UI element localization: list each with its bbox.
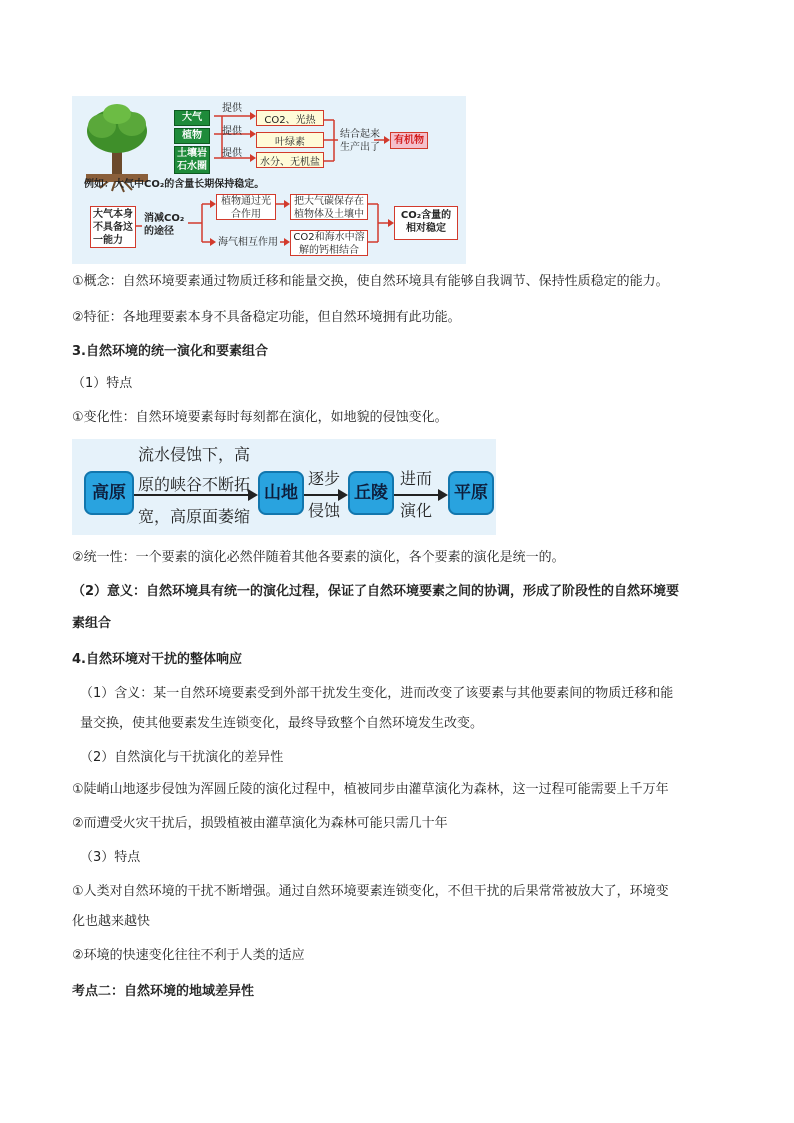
provide-label-2: 提供 (222, 126, 242, 137)
combine-line2: 生产出了 (340, 142, 380, 153)
para-unity: ②统一性：一个要素的演化必然伴随着其他各要素的演化，各个要素的演化是统一的。 (72, 550, 565, 565)
arrow1-line3: 宽，高原面萎缩 (138, 507, 251, 526)
path1-result-text: 把大气碳保存在植物体及土壤中 (294, 196, 364, 220)
sub-heading-1: （1）特点 (72, 376, 133, 391)
definition-line1: （1）含义：某一自然环境要素受到外部干扰发生变化，进而改变了该要素与其他要素间的物质迁移和能 (80, 686, 674, 701)
heading-3: 3.自然环境的统一演化和要素组合 (72, 344, 268, 359)
para-adaptation: ②环境的快速变化往往不利于人类的适应 (72, 948, 305, 963)
heading-5: 考点二：自然环境的地域差异性 (72, 984, 255, 999)
stage-hills: 丘陵 (348, 471, 394, 515)
heading-4: 4.自然环境对干扰的整体响应 (72, 652, 242, 667)
example-text: 例如：大气中CO₂的含量长期保持稳定。 (84, 179, 265, 190)
ecosystem-stability-diagram (72, 96, 466, 264)
final-text: CO₂含量的相对稳定 (400, 210, 452, 234)
path2-result-box (290, 230, 368, 256)
left-box (90, 206, 136, 248)
final-box (394, 206, 458, 240)
path1-result-box (290, 194, 368, 220)
definition-line2: 量交换，使其他要素发生连锁变化，最终导致整个自然环境发生改变。 (80, 716, 484, 731)
significance-line1: （2）意义：自然环境具有统一的演化过程，保证了自然环境要素之间的协调，形成了阶段性的自然环境要 (72, 584, 680, 599)
stage-mountain: 山地 (258, 471, 304, 515)
sub-heading-3: （3）特点 (80, 850, 141, 865)
arrow1-line2: 原的峡谷不断拓 (138, 475, 251, 494)
path1-text: 植物通过光合作用 (221, 196, 271, 220)
landform-evolution-diagram (72, 439, 496, 535)
arrow3-line2: 演化 (400, 501, 433, 520)
tag-plant: 植物 (174, 128, 210, 144)
para-disturbance: ②而遭受火灾干扰后，损毁植被由灌草演化为森林可能只需几十年 (72, 816, 448, 831)
arrow3-line1: 进而 (400, 469, 433, 488)
tag-soil-line2: 石水圈 (177, 161, 207, 172)
para-feature: ②特征：各地理要素本身不具备稳定功能，但自然环境拥有此功能。 (72, 310, 461, 325)
path1-box (216, 194, 276, 220)
stage-plain: 平原 (448, 471, 494, 515)
para-natural-evolution: ①陡峭山地逐步侵蚀为浑圆丘陵的演化过程中，植被同步由灌草演化为森林，这一过程可能需要上千万年 (72, 782, 669, 797)
tag-atmosphere: 大气 (174, 110, 210, 126)
path2-text: 海气相互作用 (218, 237, 278, 248)
left-box-text: 大气本身不具备这一能力 (93, 209, 133, 246)
arrow2-line2: 侵蚀 (308, 501, 341, 520)
arrow1-line1: 流水侵蚀下，高 (138, 445, 251, 464)
output-chlorophyll: 叶绿素 (256, 132, 324, 148)
output-co2: CO2、光热 (256, 110, 324, 126)
organic-matter-box: 有机物 (390, 132, 428, 149)
tag-soil (174, 146, 210, 174)
reduce-co2-label: 消减CO₂的途径 (144, 213, 185, 237)
feature-line2: 化也越来越快 (72, 914, 151, 929)
para-concept: ①概念：自然环境要素通过物质迁移和能量交换，使自然环境具有能够自我调节、保持性质稳定的能力。 (72, 274, 669, 289)
output-water: 水分、无机盐 (256, 152, 324, 168)
sub-heading-2: （2）自然演化与干扰演化的差异性 (80, 750, 284, 765)
tag-soil-line1: 土壤岩 (177, 148, 207, 159)
provide-label-3: 提供 (222, 148, 242, 159)
provide-label-1: 提供 (222, 103, 242, 114)
arrow2-line1: 逐步 (308, 469, 341, 488)
stage-plateau: 高原 (84, 471, 134, 515)
path2-result-text: CO2和海水中溶解的钙相结合 (293, 232, 365, 256)
combine-line1: 结合起来 (340, 129, 380, 140)
significance-line2: 素组合 (72, 616, 112, 631)
combine-text (340, 128, 380, 154)
feature-line1: ①人类对自然环境的干扰不断增强。通过自然环境要素连锁变化，不但干扰的后果常常被放大了，环境变 (72, 884, 669, 899)
para-variability: ①变化性：自然环境要素每时每刻都在演化，如地貌的侵蚀变化。 (72, 410, 448, 425)
